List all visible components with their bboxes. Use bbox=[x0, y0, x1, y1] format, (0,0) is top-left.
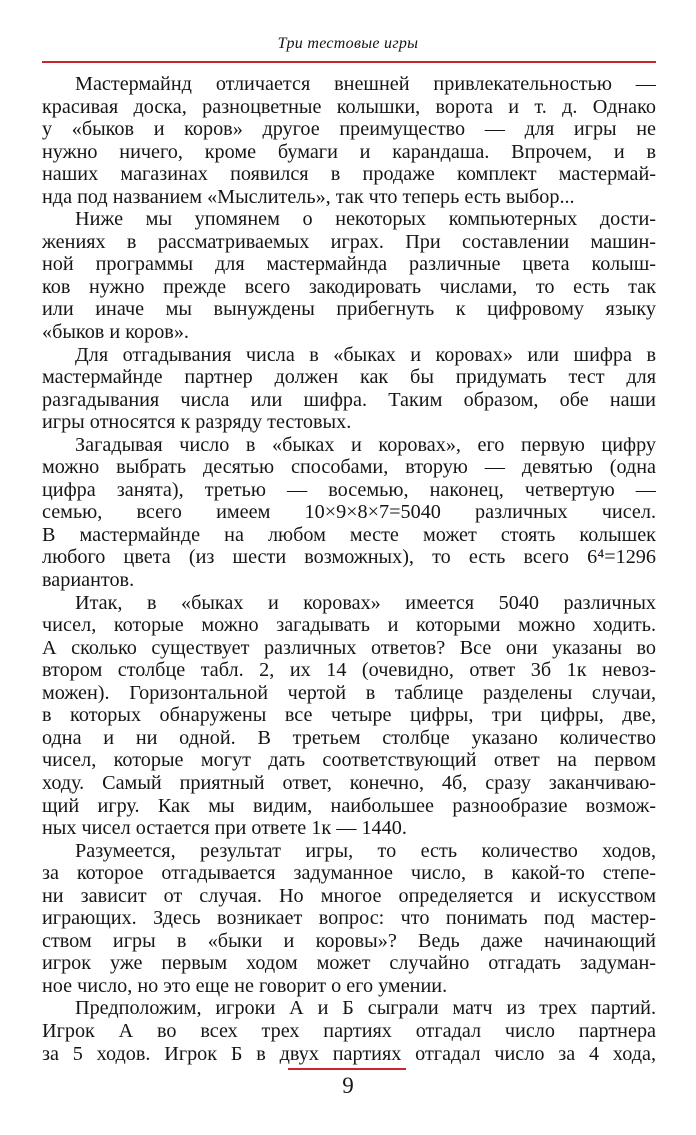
text-line: В мастермайнде на любом месте может стоять колышек bbox=[42, 523, 656, 546]
text-line: чисел, которые могут дать соответствующий ответ на первом bbox=[42, 749, 656, 772]
running-header: Три тестовые игры bbox=[277, 35, 419, 52]
text-line: игры относятся к разряду тестовых. bbox=[42, 411, 352, 434]
paragraph-6 bbox=[42, 840, 656, 998]
text-line: вариантов. bbox=[42, 569, 135, 592]
text-line: за которое отгадывается задуманное число, в какой-то степе- bbox=[42, 862, 656, 885]
text-line: нужно ничего, кроме бумаги и карандаша. Впрочем, и в bbox=[42, 140, 656, 163]
text-line: красивая доска, разноцветные колышки, ворота и т. д. Однако bbox=[42, 95, 656, 118]
text-line: «быков и коров». bbox=[42, 321, 189, 344]
text-line: Мастермайнд отличается внешней привлекательностью — bbox=[75, 73, 656, 95]
text-line: Загадывая число в «быках и коровах», его первую цифру bbox=[75, 433, 656, 456]
text-line: ством игры в «быки и коровы»? Ведь даже начинающий bbox=[42, 929, 656, 952]
body-text bbox=[42, 73, 656, 1065]
text-line: можно выбрать десятью способами, вторую — девятью (одна bbox=[42, 456, 656, 479]
text-line: втором столбце табл. 2, их 14 (очевидно, ответ 3б 1к невоз- bbox=[42, 659, 656, 682]
text-line: Для отгадывания числа в «быках и коровах» или шифра в bbox=[75, 343, 656, 366]
text-line: Ниже мы упомянем о некоторых компьютерных дости- bbox=[75, 208, 656, 231]
text-line: одна и ни одной. В третьем столбце указано количество bbox=[42, 726, 656, 749]
text-line: чисел, которые можно загадывать и которыми можно ходить. bbox=[42, 614, 656, 637]
text-line: ков нужно прежде всего закодировать числами, то есть так bbox=[42, 275, 656, 298]
text-line: игрок уже первым ходом может случайно отгадать задуман- bbox=[42, 952, 656, 975]
text-line: Итак, в «быках и коровах» имеется 5040 различных bbox=[75, 591, 656, 614]
paragraph-1 bbox=[42, 73, 656, 208]
text-line: ной программы для мастермайнда различные цвета колыш- bbox=[42, 253, 656, 276]
text-line: ходу. Самый приятный ответ, конечно, 4б, сразу заканчиваю- bbox=[42, 771, 656, 794]
paragraph-5 bbox=[42, 592, 656, 840]
footer-rule bbox=[288, 1068, 406, 1070]
text-line: А сколько существует различных ответов? Все они указаны во bbox=[42, 636, 656, 659]
text-line: играющих. Здесь возникает вопрос: что понимать под мастер- bbox=[42, 907, 656, 930]
text-line: Игрок А во всех трех партиях отгадал число партнера bbox=[42, 1019, 656, 1042]
text-line: нда под названием «Мыслитель», так что теперь есть выбор... bbox=[42, 185, 575, 208]
paragraph-3 bbox=[42, 344, 656, 434]
text-line: ных чисел остается при ответе 1к — 1440. bbox=[42, 817, 407, 840]
text-line: ни зависит от случая. Но многое определяется и искусством bbox=[42, 884, 656, 907]
header-rule bbox=[42, 61, 656, 63]
text-line: щий игру. Как мы видим, наибольшее разнообразие возмож- bbox=[42, 794, 656, 817]
paragraph-7 bbox=[42, 997, 656, 1065]
text-line: Предположим, игроки А и Б сыграли матч из трех партий. bbox=[75, 997, 656, 1020]
text-line: можен). Горизонтальной чертой в таблице разделены случаи, bbox=[42, 681, 656, 704]
text-line: в которых обнаружены все четыре цифры, три цифры, две, bbox=[42, 704, 656, 727]
text-line: цифра занята), третью — восемью, наконец, четвертую — bbox=[42, 478, 656, 501]
text-line: у «быков и коров» другое преимущество — для игры не bbox=[42, 118, 656, 141]
paragraph-4 bbox=[42, 434, 656, 592]
text-line: семью, всего имеем 10×9×8×7=5040 различных чисел. bbox=[42, 501, 656, 524]
text-line: жениях в рассматриваемых играх. При составлении машин- bbox=[42, 230, 656, 253]
text-line: мастермайнде партнер должен как бы придумать тест для bbox=[42, 366, 656, 389]
page-number: 9 bbox=[342, 1073, 354, 1098]
text-line: любого цвета (из шести возможных), то есть всего 6⁴=1296 bbox=[42, 546, 656, 569]
text-line: разгадывания числа или шифра. Таким образом, обе наши bbox=[42, 388, 656, 411]
paragraph-2 bbox=[42, 208, 656, 343]
text-line: Разумеется, результат игры, то есть количество ходов, bbox=[75, 839, 656, 862]
text-line: или иначе мы вынуждены прибегнуть к цифровому языку bbox=[42, 298, 656, 321]
text-line: наших магазинах появился в продаже комплект мастермай- bbox=[42, 163, 656, 186]
text-line: за 5 ходов. Игрок Б в двух партиях отгадал число за 4 хода, bbox=[42, 1042, 656, 1065]
text-line: ное число, но это еще не говорит о его умении. bbox=[42, 974, 448, 997]
